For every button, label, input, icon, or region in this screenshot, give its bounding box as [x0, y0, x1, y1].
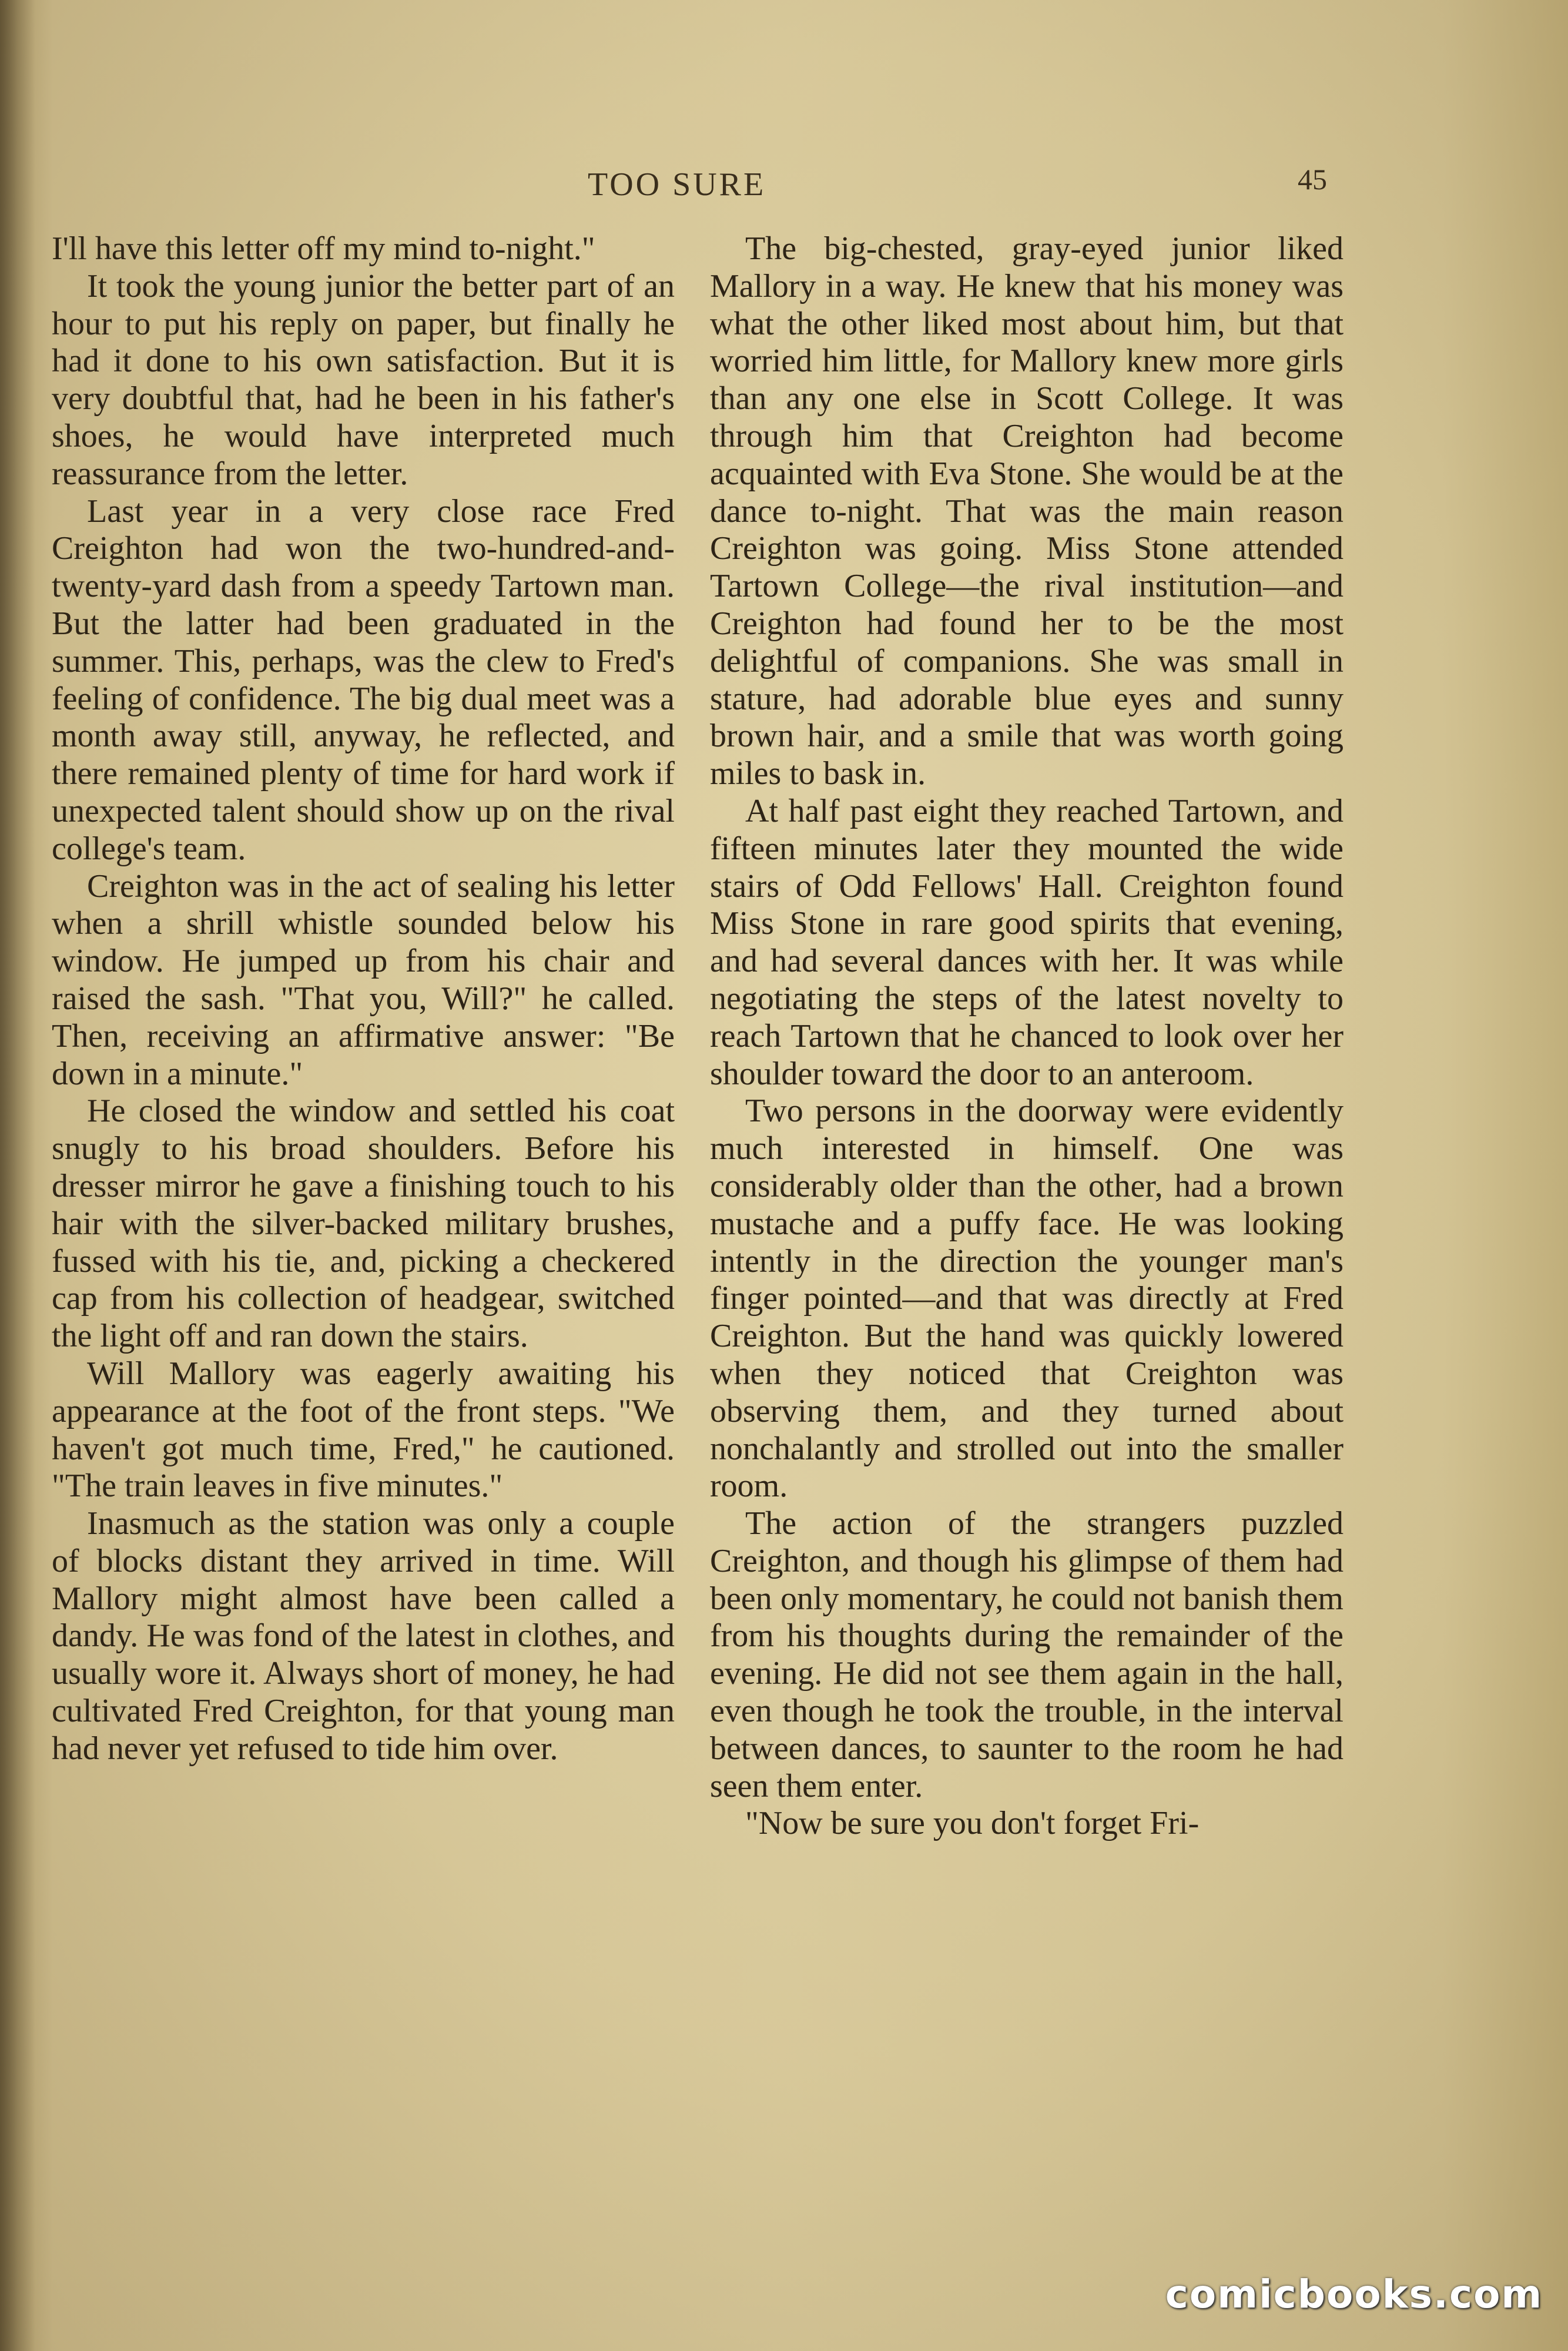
right-column — [710, 230, 1343, 1843]
paragraph: "Now be sure you don't forget Fri- — [745, 1805, 1200, 1842]
paragraph: Creighton was in the act of sealing his letter when a shrill whistle sounded below his window. He jumped up from his chair and raised the sash. "That you, Will?" he called. Then, receiving an affirmative answer: "Be down in a minute." — [52, 868, 675, 1092]
paragraph: Will Mallory was eagerly awaiting his appearance at the foot of the front steps. "We haven't got much time, Fred," he cautioned. "The train leaves in five minutes." — [52, 1355, 675, 1505]
paragraph: Two persons in the doorway were evidently much interested in himself. One was considerably older than the other, had a brown mustache and a puffy face. He was looking intently in the direction the younger man's finger pointed—and that was directly at Fred Creighton. But the hand was quickly lowered when they noticed that Creighton was observing them, and they turned about nonchalantly and strolled out into the smaller room. — [710, 1093, 1343, 1505]
page-number: 45 — [1298, 163, 1327, 196]
paragraph: The big-chested, gray-eyed junior liked Mallory in a way. He knew that his money was what the other liked most about him, but that worried him little, for Mallory knew more girls than any one else in Scott College. It was through him that Creighton had become acquainted with Eva Stone. She would be at the dance to-night. That was the main reason Creighton was going. Miss Stone attended Tartown College—the rival institution—and Creighton had found her to be the most delightful of companions. She was small in stature, had adorable blue eyes and sunny brown hair, and a smile that was worth going miles to bask in. — [710, 230, 1343, 792]
paragraph: It took the young junior the better part of an hour to put his reply on paper, but finally he had it done to his own satisfaction. But it is very doubtful that, had he been in his father's shoes, he would have interpreted much reassurance from the letter. — [52, 267, 675, 492]
left-column — [52, 230, 675, 1768]
watermark: comicbooks.com — [1165, 2272, 1543, 2317]
paragraph: I'll have this letter off my mind to-night." — [52, 230, 595, 267]
paragraph: Inasmuch as the station was only a couple of blocks distant they arrived in time. Will Mallory might almost have been called a dandy. He was fond of the latest in clothes, and usually wore it. Always short of money, he had cultivated Fred Creighton, for that young man had never yet refused to tide him over. — [52, 1505, 675, 1767]
paragraph: He closed the window and settled his coat snugly to his broad shoulders. Before his dresser mirror he gave a finishing touch to his hair with the silver-backed military brushes, fussed with his tie, and, picking a checkered cap from his collection of headgear, switched the light off and ran down the stairs. — [52, 1093, 675, 1355]
paragraph: The action of the strangers puzzled Creighton, and though his glimpse of them had been only momentary, he could not banish them from his thoughts during the remainder of the evening. He did not see them again in the hall, even though he took the trouble, in the interval between dances, to saunter to the room he had seen them enter. — [710, 1505, 1343, 1804]
running-title: TOO SURE — [588, 166, 766, 203]
paragraph: At half past eight they reached Tartown, and fifteen minutes later they mounted the wide stairs of Odd Fellows' Hall. Creighton found Miss Stone in rare good spirits that evening, and had several dances with her. It was while negotiating the steps of the latest novelty to reach Tartown that he chanced to look over her shoulder toward the door to an anteroom. — [710, 792, 1343, 1092]
paragraph: Last year in a very close race Fred Creighton had won the two-hundred-and-twenty-yard dash from a speedy Tartown man. But the latter had been graduated in the summer. This, perhaps, was the clew to Fred's feeling of confidence. The big dual meet was a month away still, anyway, he reflected, and there remained plenty of time for hard work if unexpected talent should show up on the rival college's team. — [52, 493, 675, 867]
spine-shadow — [0, 0, 35, 2351]
